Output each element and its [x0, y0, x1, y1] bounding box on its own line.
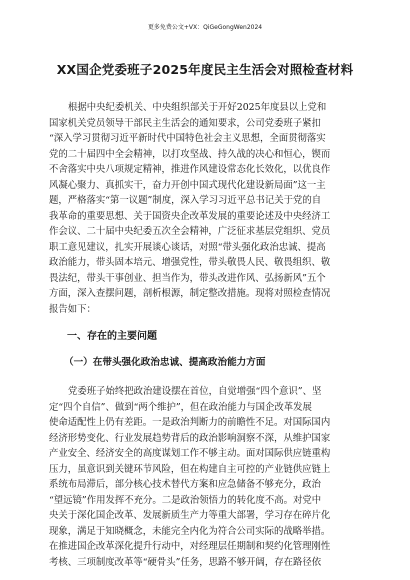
section-heading: 一、存在的主要问题: [67, 331, 157, 342]
text-line: “望远镜”作用发挥不充分。二是政治领悟力的转化度不高。对党中: [49, 494, 322, 506]
text-line: 在推进国企改革深化提升行动中，对经理层任期制和契约化管理刚性: [49, 541, 331, 552]
intro-paragraph: [49, 100, 363, 317]
text-line: 作会议、二十届中央纪委五次全会精神，广泛征求基层党组织、党员: [49, 226, 331, 237]
text-line: 系统布局滞后，部分核心技术替代方案和应急储备不够充分，政治: [49, 479, 321, 490]
text-line: 风凝心聚力、真抓实干，奋力开创中国式现代化建设新局面”这一主: [49, 179, 326, 191]
text-line: 畏法纪，带头干事创业、担当作为，带头改进作风、弘扬新风”五个: [49, 272, 326, 284]
text-line: “深入学习贯彻习近平新时代中国特色社会主义思想，全面贯彻落实: [49, 133, 326, 144]
text-line: 党委班子始终把政治建设摆在首位，自觉增强“四个意识”、坚: [68, 386, 322, 397]
text-line: 使命适配性上仍有差距。一是政治判断力的前瞻性不足。对国际国内: [49, 417, 331, 428]
text-line: 国家机关党员领导干部民主生活会的通知要求，公司党委班子紧扣: [49, 117, 321, 129]
text-line: 题，严格落实“第一议题”制度，深入学习习近平总书记关于党的自: [49, 195, 322, 206]
header-note: 更多免费公文+VX：QiGeGongWen2024: [147, 24, 263, 31]
text-line: 我革命的重要思想、关于国资央企改革发展的重要论述及中央经济工: [49, 210, 331, 222]
text-line: 方面，深入查摆问题，剖析根源，制定整改措施。现将对照检查情况: [49, 288, 331, 299]
text-line: 定“四个自信”、做到“两个维护”，但在政治能力与国企改革发展: [49, 401, 312, 413]
text-line: 政治能力，带头固本培元、增强党性，带头敬畏人民、敬畏组织、敬: [49, 257, 331, 268]
document-title: XX国企党委班子2025年度民主生活会对照检查材料: [56, 62, 354, 77]
text-line: 不舍落实中央八项规定精神，推进作风建设常态化长效化，以优良作: [49, 164, 331, 175]
text-line: 报告如下：: [49, 303, 96, 315]
text-line: 考核、三项制度改革等“硬骨头”任务，思路不够开阔，存在路径依: [49, 556, 322, 568]
text-line: 经济形势变化、行业发展趋势背后的政治影响洞察不深，从维护国家: [49, 432, 331, 444]
text-line: 职工意见建议，扎实开展谈心谈话，对照“带头强化政治忠诚、提高: [49, 241, 326, 253]
text-line: 根据中央纪委机关、中央组织部关于开好2025年度县以上党和: [68, 102, 327, 113]
text-line: 现象，满足于知晓概念，未能完全内化为符合公司实际的战略举措。: [49, 525, 331, 537]
text-line: 央关于深化国企改革、发展新质生产力等重大部署，学习存在碎片化: [49, 510, 331, 521]
sub-heading: （一）在带头强化政治忠诚、提高政治能力方面: [64, 357, 266, 368]
body-paragraph: [49, 384, 363, 570]
text-line: 产业安全、经济安全的高度谋划工作不够主动。面对国际供应链重构: [49, 448, 331, 459]
text-line: 压力，虽意识到关键环节风险，但在构建自主可控的产业链供应链上: [49, 463, 331, 475]
text-line: 党的二十届四中全会精神，以打攻坚战、持久战的决心和恒心，锲而: [49, 148, 331, 160]
